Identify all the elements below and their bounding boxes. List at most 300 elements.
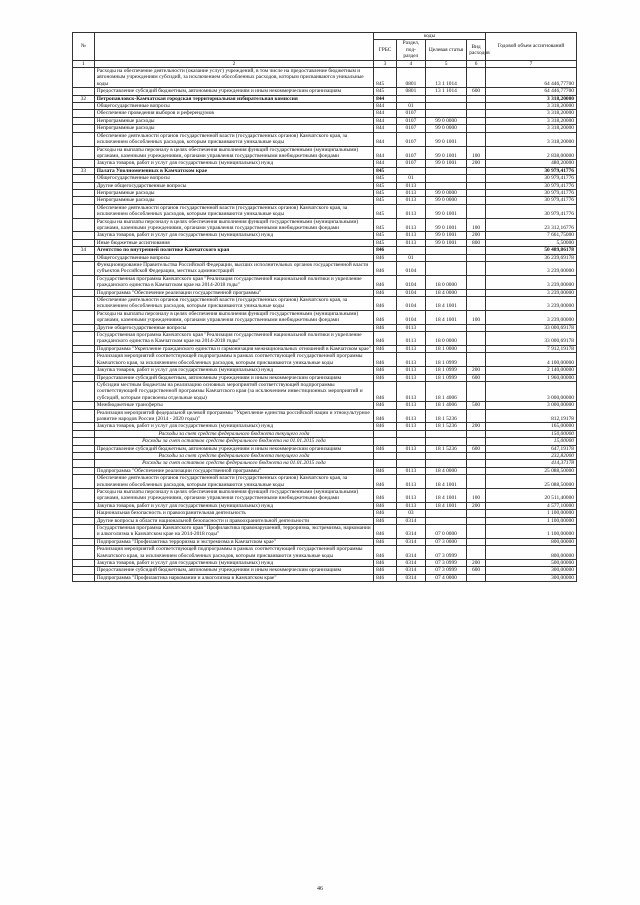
row-razdel bbox=[396, 438, 425, 445]
row-razdel: 0107 bbox=[396, 160, 425, 167]
row-expense-type bbox=[467, 125, 486, 132]
row-target-article: 07 3 0999 bbox=[425, 567, 466, 574]
row-number: 34 bbox=[73, 247, 95, 254]
row-expense-type bbox=[467, 438, 486, 445]
table-row bbox=[73, 247, 577, 254]
row-amount: 64 446,77700 bbox=[485, 68, 576, 88]
table-row bbox=[73, 525, 577, 539]
row-grbs: 846 bbox=[374, 254, 397, 261]
row-grbs: 846 bbox=[374, 374, 397, 381]
table-row bbox=[73, 275, 577, 289]
row-name: Расходы на выплаты персоналу в целях обеспечения выполнения функций государственными (муниципальными) органами, казенными учреждениями, органами управления государственными внебюджетными фондами bbox=[94, 489, 373, 503]
row-number bbox=[73, 525, 95, 539]
row-target-article: 99 0 0000 bbox=[425, 197, 466, 204]
row-target-article: 99 0 1001 bbox=[425, 146, 466, 160]
row-grbs: 846 bbox=[374, 247, 397, 254]
row-grbs: 846 bbox=[374, 381, 397, 401]
row-amount: 647,19178 bbox=[485, 445, 576, 452]
row-razdel bbox=[396, 452, 425, 459]
row-expense-type bbox=[467, 525, 486, 539]
row-target-article: 07 3 0999 bbox=[425, 546, 466, 560]
row-name: Предоставление субсидий бюджетным, автономным учреждениям и иным некоммерческим организациям bbox=[94, 88, 373, 95]
row-target-article: 18 4 0000 bbox=[425, 289, 466, 296]
row-razdel: 0801 bbox=[396, 88, 425, 95]
row-name: Государственная программа Камчатского края "Профилактика правонарушений, терроризма, экстремизма, наркомании и алкоголизма в Камчатском крае на 2014-2018 годы" bbox=[94, 525, 373, 539]
table-row bbox=[73, 467, 577, 474]
row-name: Расходы на обеспечение деятельности (оказание услуг) учреждений, в том числе на предоставление бюджетным и автономным учреждениям субсидий, за исключением обособленных расходов, которым присваиваются уникальные коды bbox=[94, 68, 373, 88]
row-amount: 3 239,00000 bbox=[485, 297, 576, 311]
row-grbs: 844 bbox=[374, 117, 397, 124]
row-amount: 3 239,00000 bbox=[485, 310, 576, 324]
row-amount: 3 318,20000 bbox=[485, 125, 576, 132]
row-expense-type: 100 bbox=[467, 489, 486, 503]
row-razdel: 0113 bbox=[396, 232, 425, 239]
row-number bbox=[73, 132, 95, 146]
row-target-article: 18 1 4006 bbox=[425, 402, 466, 409]
row-target-article: 13 1 1014 bbox=[425, 68, 466, 88]
row-target-article: 18 4 1001 bbox=[425, 310, 466, 324]
row-razdel: 0113 bbox=[396, 381, 425, 401]
row-razdel: 0107 bbox=[396, 132, 425, 146]
row-target-article: 18 4 1001 bbox=[425, 297, 466, 311]
row-name: Общегосударственные вопросы bbox=[94, 175, 373, 182]
row-grbs: 845 bbox=[374, 218, 397, 232]
row-grbs: 846 bbox=[374, 332, 397, 346]
table-row bbox=[73, 475, 577, 489]
row-amount: 500,00000 bbox=[485, 560, 576, 567]
row-amount: 3 318,20000 bbox=[485, 110, 576, 117]
row-amount: 414,37178 bbox=[485, 460, 576, 467]
row-amount: 800,00000 bbox=[485, 546, 576, 560]
row-razdel: 0113 bbox=[396, 423, 425, 430]
row-name: Непрограммные расходы bbox=[94, 197, 373, 204]
row-grbs: 846 bbox=[374, 517, 397, 524]
row-razdel: 0314 bbox=[396, 517, 425, 524]
row-amount: 3 000,00000 bbox=[485, 402, 576, 409]
row-number bbox=[73, 423, 95, 430]
row-amount: 7 661,75000 bbox=[485, 232, 576, 239]
row-expense-type: 200 bbox=[467, 232, 486, 239]
row-grbs: 846 bbox=[374, 538, 397, 545]
row-razdel bbox=[396, 167, 425, 174]
row-expense-type bbox=[467, 324, 486, 331]
table-row bbox=[73, 95, 577, 102]
row-grbs: 846 bbox=[374, 445, 397, 452]
row-name: Закупка товаров, работ и услуг для государственных (муниципальных) нужд bbox=[94, 232, 373, 239]
row-razdel: 0113 bbox=[396, 189, 425, 196]
row-razdel: 0113 bbox=[396, 475, 425, 489]
row-razdel: 0104 bbox=[396, 289, 425, 296]
row-amount: 7 912,19178 bbox=[485, 345, 576, 352]
row-name: Непрограммные расходы bbox=[94, 117, 373, 124]
row-expense-type bbox=[467, 204, 486, 218]
row-expense-type bbox=[467, 546, 486, 560]
row-grbs: 845 bbox=[374, 182, 397, 189]
row-target-article: 18 4 1001 bbox=[425, 502, 466, 509]
row-target-article: 18 1 4006 bbox=[425, 381, 466, 401]
row-razdel: 01 bbox=[396, 175, 425, 182]
row-amount: 30 979,41776 bbox=[485, 189, 576, 196]
header-tselevaya: Целевая статья bbox=[425, 40, 466, 60]
row-target-article: 18 1 0999 bbox=[425, 374, 466, 381]
row-target-article bbox=[425, 438, 466, 445]
row-amount: 30 979,41776 bbox=[485, 182, 576, 189]
row-target-article: 18 1 5236 bbox=[425, 445, 466, 452]
row-grbs: 844 bbox=[374, 132, 397, 146]
row-name: Обеспечение деятельности органов государственной власти (государственных органов) Камчатского края, за исключением обособленных расходов, которым присваиваются уникальные коды bbox=[94, 204, 373, 218]
header-codes: коды bbox=[374, 33, 486, 40]
table-row bbox=[73, 445, 577, 452]
row-target-article: 18 1 0999 bbox=[425, 367, 466, 374]
row-razdel: 0113 bbox=[396, 502, 425, 509]
row-number bbox=[73, 475, 95, 489]
row-target-article bbox=[425, 460, 466, 467]
row-name: Предоставление субсидий бюджетным, автономным учреждениям и иным некоммерческим организациям bbox=[94, 445, 373, 452]
row-expense-type: 600 bbox=[467, 374, 486, 381]
table-row bbox=[73, 310, 577, 324]
row-amount: 3 239,00000 bbox=[485, 289, 576, 296]
row-expense-type bbox=[467, 381, 486, 401]
row-expense-type bbox=[467, 167, 486, 174]
row-number bbox=[73, 275, 95, 289]
row-razdel: 0113 bbox=[396, 182, 425, 189]
row-expense-type bbox=[467, 197, 486, 204]
table-row bbox=[73, 110, 577, 117]
row-target-article bbox=[425, 95, 466, 102]
row-name: Государственная программа Камчатского края "Реализация государственной национальной политики и укрепление гражданского единства в Камчатском крае на 2014-2018 годы" bbox=[94, 275, 373, 289]
row-expense-type bbox=[467, 297, 486, 311]
row-grbs: 844 bbox=[374, 110, 397, 117]
row-name: Подпрограмма "Обеспечение реализации государственной программы" bbox=[94, 289, 373, 296]
table-row bbox=[73, 423, 577, 430]
row-number bbox=[73, 146, 95, 160]
row-razdel bbox=[396, 95, 425, 102]
table-row bbox=[73, 289, 577, 296]
row-number bbox=[73, 560, 95, 567]
row-target-article: 99 0 1001 bbox=[425, 132, 466, 146]
row-expense-type bbox=[467, 189, 486, 196]
row-grbs: 846 bbox=[374, 402, 397, 409]
row-grbs: 844 bbox=[374, 160, 397, 167]
row-expense-type: 200 bbox=[467, 502, 486, 509]
row-name: Расходы за счет остатков средств федерального бюджета на 01.01.2015 года bbox=[94, 460, 373, 467]
row-target-article bbox=[425, 167, 466, 174]
row-amount: 30 979,41776 bbox=[485, 175, 576, 182]
table-row bbox=[73, 374, 577, 381]
row-razdel: 03 bbox=[396, 510, 425, 517]
row-name: Закупка товаров, работ и услуг для государственных (муниципальных) нужд bbox=[94, 560, 373, 567]
table-header bbox=[73, 33, 577, 68]
row-target-article: 18 0 0000 bbox=[425, 275, 466, 289]
table-row bbox=[73, 538, 577, 545]
row-amount: 5,50000 bbox=[485, 239, 576, 246]
row-name: Государственная программа Камчатского края "Реализация государственной национальной политики и укрепление гражданского единства в Камчатском крае на 2014-2018 годы" bbox=[94, 332, 373, 346]
row-number bbox=[73, 345, 95, 352]
row-expense-type bbox=[467, 175, 486, 182]
row-amount: 4 100,00000 bbox=[485, 353, 576, 367]
row-amount: 300,00000 bbox=[485, 574, 576, 581]
row-razdel: 0314 bbox=[396, 546, 425, 560]
row-grbs: 846 bbox=[374, 567, 397, 574]
table-row bbox=[73, 489, 577, 503]
row-name: Расходы на выплаты персоналу в целях обеспечения выполнения функций государственными (муниципальными) органами, казенными учреждениями, органами управления государственными внебюджетными фондами bbox=[94, 310, 373, 324]
row-target-article: 07 4 0000 bbox=[425, 574, 466, 581]
row-expense-type: 100 bbox=[467, 146, 486, 160]
row-target-article: 07 0 0000 bbox=[425, 525, 466, 539]
row-expense-type: 100 bbox=[467, 310, 486, 324]
table-row bbox=[73, 353, 577, 367]
row-amount: 3 318,20000 bbox=[485, 132, 576, 146]
row-target-article: 18 0 0000 bbox=[425, 332, 466, 346]
table-row bbox=[73, 324, 577, 331]
row-grbs: 846 bbox=[374, 502, 397, 509]
row-name: Агентство по внутренней политике Камчатского края bbox=[94, 247, 373, 254]
row-amount: 30 979,41776 bbox=[485, 197, 576, 204]
row-expense-type bbox=[467, 574, 486, 581]
row-grbs: 845 bbox=[374, 232, 397, 239]
row-target-article: 18 4 0000 bbox=[425, 467, 466, 474]
row-number bbox=[73, 103, 95, 110]
row-razdel: 0314 bbox=[396, 538, 425, 545]
row-name: Реализация мероприятий соответствующей подпрограммы в рамках соответствующей государственной программы Камчатского края, за исключением обособленных расходов, которым присваиваются уникальные коды bbox=[94, 546, 373, 560]
row-name: Другие вопросы в области национальной безопасности и правоохранительной деятельности bbox=[94, 517, 373, 524]
table-row bbox=[73, 189, 577, 196]
row-name: Расходы на выплаты персоналу в целях обеспечения выполнения функций государственными (муниципальными) органами, казенными учреждениями, органами управления государственными внебюджетными фондами bbox=[94, 146, 373, 160]
row-number bbox=[73, 189, 95, 196]
row-razdel: 0104 bbox=[396, 262, 425, 276]
row-grbs: 846 bbox=[374, 423, 397, 430]
row-name: Предоставление субсидий бюджетным, автономным учреждениям и иным некоммерческим организациям bbox=[94, 374, 373, 381]
row-name: Предоставление субсидий бюджетным, автономным учреждениям и иным некоммерческим организациям bbox=[94, 567, 373, 574]
row-amount: 800,00000 bbox=[485, 538, 576, 545]
row-grbs: 845 bbox=[374, 175, 397, 182]
row-razdel: 0107 bbox=[396, 117, 425, 124]
row-target-article: 18 4 1001 bbox=[425, 475, 466, 489]
row-razdel: 01 bbox=[396, 103, 425, 110]
table-row bbox=[73, 409, 577, 423]
row-target-article: 99 0 1001 bbox=[425, 160, 466, 167]
row-amount: 3 318,20000 bbox=[485, 103, 576, 110]
row-grbs: 846 bbox=[374, 546, 397, 560]
row-expense-type bbox=[467, 430, 486, 437]
row-grbs: 846 bbox=[374, 489, 397, 503]
table-row bbox=[73, 430, 577, 437]
row-expense-type bbox=[467, 103, 486, 110]
row-name: Субсидии местным бюджетам на реализацию основных мероприятий соответствующей подпрограммы соответствующей государственной программы Камчатского края (за исключением инвестиционных мероприятий и субсидий, которым присвоены отдельные коды) bbox=[94, 381, 373, 401]
row-amount: 3 000,00000 bbox=[485, 381, 576, 401]
row-grbs: 846 bbox=[374, 262, 397, 276]
row-name: Подпрограмма "Профилактика терроризма и экстремизма в Камчатском крае" bbox=[94, 538, 373, 545]
row-number bbox=[73, 409, 95, 423]
row-target-article: 99 0 1001 bbox=[425, 232, 466, 239]
row-number bbox=[73, 353, 95, 367]
row-expense-type bbox=[467, 475, 486, 489]
row-grbs: 846 bbox=[374, 560, 397, 567]
row-expense-type: 600 bbox=[467, 88, 486, 95]
row-number bbox=[73, 218, 95, 232]
row-grbs: 844 bbox=[374, 125, 397, 132]
table-row bbox=[73, 297, 577, 311]
row-razdel: 0113 bbox=[396, 467, 425, 474]
row-target-article: 07 3 0999 bbox=[425, 560, 466, 567]
header-annual: Годовой объем ассигнований bbox=[485, 33, 576, 61]
row-number bbox=[73, 332, 95, 346]
row-target-article: 99 0 1001 bbox=[425, 204, 466, 218]
row-number bbox=[73, 125, 95, 132]
row-name: Общегосударственные вопросы bbox=[94, 254, 373, 261]
row-name: Обеспечение деятельности органов государственной власти (государственных органов) Камчатского края, за исключением обособленных расходов, которым присваиваются уникальные коды bbox=[94, 132, 373, 146]
row-expense-type bbox=[467, 467, 486, 474]
row-number bbox=[73, 110, 95, 117]
row-number bbox=[73, 175, 95, 182]
row-name: Подпрограмма "Профилактика наркомании и алкоголизма в Камчатском крае" bbox=[94, 574, 373, 581]
row-number bbox=[73, 381, 95, 401]
row-expense-type bbox=[467, 332, 486, 346]
header-vid: Вид расходов bbox=[467, 40, 486, 60]
row-target-article bbox=[425, 324, 466, 331]
page-number: 46 bbox=[317, 886, 323, 892]
row-target-article: 18 1 0000 bbox=[425, 345, 466, 352]
row-razdel: 0113 bbox=[396, 239, 425, 246]
row-name: Непрограммные расходы bbox=[94, 125, 373, 132]
row-number: 33 bbox=[73, 167, 95, 174]
row-expense-type bbox=[467, 68, 486, 88]
row-grbs: 846 bbox=[374, 574, 397, 581]
colnum: 1 bbox=[73, 60, 95, 67]
row-razdel: 0113 bbox=[396, 324, 425, 331]
table-row bbox=[73, 560, 577, 567]
row-name: Подпрограмма "Укрепление гражданского единства и гармонизация межнациональных отношений в Камчатском крае" bbox=[94, 345, 373, 352]
table-row bbox=[73, 88, 577, 95]
row-razdel: 0113 bbox=[396, 409, 425, 423]
row-number bbox=[73, 502, 95, 509]
row-expense-type bbox=[467, 182, 486, 189]
row-grbs: 846 bbox=[374, 297, 397, 311]
row-razdel: 0113 bbox=[396, 353, 425, 367]
row-amount: 20 511,40000 bbox=[485, 489, 576, 503]
row-amount: 33 000,69178 bbox=[485, 332, 576, 346]
row-razdel: 0801 bbox=[396, 68, 425, 88]
row-expense-type bbox=[467, 510, 486, 517]
row-grbs: 846 bbox=[374, 510, 397, 517]
table-row bbox=[73, 574, 577, 581]
header-num: № bbox=[73, 33, 95, 61]
budget-table bbox=[72, 32, 577, 582]
row-grbs: 845 bbox=[374, 239, 397, 246]
table-row bbox=[73, 117, 577, 124]
row-grbs: 845 bbox=[374, 197, 397, 204]
row-target-article: 18 1 0999 bbox=[425, 353, 466, 367]
row-razdel: 0104 bbox=[396, 310, 425, 324]
row-amount: 2 140,00000 bbox=[485, 367, 576, 374]
row-target-article: 18 4 1001 bbox=[425, 489, 466, 503]
row-expense-type bbox=[467, 247, 486, 254]
row-target-article bbox=[425, 452, 466, 459]
row-target-article: 99 0 1001 bbox=[425, 239, 466, 246]
table-row bbox=[73, 103, 577, 110]
row-number bbox=[73, 402, 95, 409]
table-row bbox=[73, 175, 577, 182]
table-row bbox=[73, 452, 577, 459]
row-name: Закупка товаров, работ и услуг для государственных (муниципальных) нужд bbox=[94, 502, 373, 509]
table-row bbox=[73, 132, 577, 146]
row-target-article bbox=[425, 510, 466, 517]
colnum: 3 bbox=[374, 60, 397, 67]
row-amount: 232,82000 bbox=[485, 452, 576, 459]
row-number bbox=[73, 68, 95, 88]
row-number bbox=[73, 517, 95, 524]
table-body bbox=[73, 68, 577, 582]
row-name: Иные бюджетные ассигнования bbox=[94, 239, 373, 246]
row-expense-type bbox=[467, 262, 486, 276]
row-razdel: 0107 bbox=[396, 125, 425, 132]
row-name: Расходы за счет средств федерального бюджета текущего года bbox=[94, 430, 373, 437]
column-numbers-row bbox=[73, 60, 577, 67]
row-razdel bbox=[396, 430, 425, 437]
row-number bbox=[73, 538, 95, 545]
row-number bbox=[73, 467, 95, 474]
row-target-article bbox=[425, 247, 466, 254]
row-razdel: 0113 bbox=[396, 367, 425, 374]
row-amount: 165,00000 bbox=[485, 423, 576, 430]
row-razdel: 0113 bbox=[396, 374, 425, 381]
table-row bbox=[73, 567, 577, 574]
row-expense-type bbox=[467, 452, 486, 459]
row-grbs: 845 bbox=[374, 204, 397, 218]
row-number bbox=[73, 489, 95, 503]
row-name: Общегосударственные вопросы bbox=[94, 103, 373, 110]
row-amount: 25 088,50000 bbox=[485, 475, 576, 489]
row-number bbox=[73, 160, 95, 167]
row-number bbox=[73, 88, 95, 95]
row-amount: 36 239,69178 bbox=[485, 254, 576, 261]
row-grbs: 844 bbox=[374, 103, 397, 110]
row-expense-type bbox=[467, 275, 486, 289]
table-row bbox=[73, 254, 577, 261]
row-target-article: 99 0 0000 bbox=[425, 117, 466, 124]
row-expense-type: 200 bbox=[467, 367, 486, 374]
row-name: Палата Уполномоченных в Камчатском крае bbox=[94, 167, 373, 174]
row-number bbox=[73, 239, 95, 246]
row-target-article bbox=[425, 254, 466, 261]
table-row bbox=[73, 345, 577, 352]
row-amount: 812,19178 bbox=[485, 409, 576, 423]
row-amount: 4 577,10000 bbox=[485, 502, 576, 509]
row-number bbox=[73, 510, 95, 517]
row-expense-type bbox=[467, 95, 486, 102]
row-grbs: 845 bbox=[374, 88, 397, 95]
row-razdel: 0113 bbox=[396, 489, 425, 503]
row-target-article: 18 1 5236 bbox=[425, 409, 466, 423]
row-razdel: 0113 bbox=[396, 197, 425, 204]
row-expense-type bbox=[467, 409, 486, 423]
row-name: Закупка товаров, работ и услуг для государственных (муниципальных) нужд bbox=[94, 367, 373, 374]
table-row bbox=[73, 262, 577, 276]
row-number bbox=[73, 546, 95, 560]
row-expense-type bbox=[467, 117, 486, 124]
row-target-article bbox=[425, 110, 466, 117]
row-expense-type: 200 bbox=[467, 423, 486, 430]
row-name: Расходы на выплаты персоналу в целях обеспечения выполнения функций государственными (муниципальными) органами, казенными учреждениями, органами управления государственными внебюджетными фондами bbox=[94, 218, 373, 232]
table-row bbox=[73, 332, 577, 346]
row-name: Обеспечение деятельности органов государственной власти (государственных органов) Камчатского края, за исключением обособленных расходов, которым присваиваются уникальные коды bbox=[94, 297, 373, 311]
row-target-article bbox=[425, 430, 466, 437]
row-expense-type bbox=[467, 460, 486, 467]
row-target-article: 18 1 5236 bbox=[425, 423, 466, 430]
row-number bbox=[73, 367, 95, 374]
row-number bbox=[73, 310, 95, 324]
row-expense-type bbox=[467, 538, 486, 545]
